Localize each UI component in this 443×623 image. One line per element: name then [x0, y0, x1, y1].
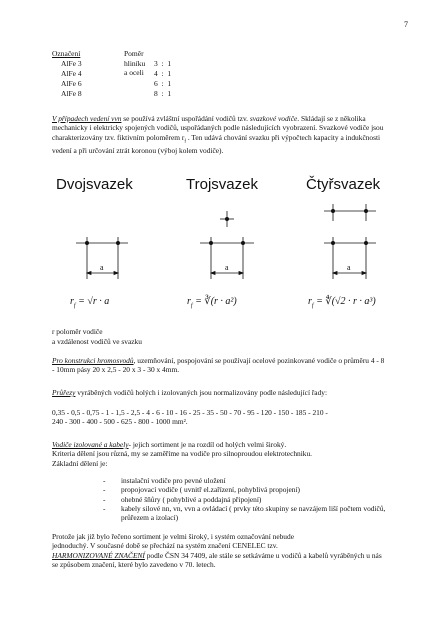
dimension-label-triple: a	[225, 263, 229, 272]
formula-quad: $r_f$ = ∜(√2 · r · a³)	[308, 296, 376, 309]
bundle-text-b: . Skládají se z několika mechanicky i elektricky spojených vodičů, uspořádaných podle následujících vyobrazení. Svazkové vodiče jsou charakterizovány tzv. fiktivním poloměrem r	[52, 114, 384, 142]
diagram-title-quad: Čtyřsvazek	[306, 176, 381, 193]
closing-line-2: jednoduchý. V současné době se přechází na systém značení CENELEC tzv.	[52, 541, 278, 551]
values-line-2: 240 - 300 - 400 - 500 - 625 - 800 - 1000 mm².	[52, 417, 188, 427]
bundle-paragraph	[52, 114, 387, 156]
insulated-paragraph	[52, 440, 387, 468]
closing-line-3: podle ČSN 34 7409, ale stále se setkáváme u vodičů a kabelů vyráběných u nás se způsobem značení, které bylo zavedeno v 70. letech.	[52, 550, 382, 569]
division-list	[103, 476, 391, 522]
row-ratio: 8 : 1	[154, 89, 172, 98]
construction-paragraph	[52, 356, 387, 375]
closing-term: HARMONIZOVANÉ ZNAČENÍ	[52, 550, 145, 560]
list-item: - ohebné šňůry ( pohyblivé a poddajná připojení)	[103, 495, 391, 504]
diagram-title-triple: Trojsvazek	[186, 176, 258, 193]
row-name: AlFe 8	[61, 89, 82, 98]
bundle-text-a: se používá zvláštní uspořádání vodičů tzv.	[121, 114, 250, 123]
row-ratio: 6 : 1	[154, 79, 172, 88]
values-line-1: 0,35 - 0,5 - 0,75 - 1 - 1,5 - 2,5 - 4 - 6 - 10 - 16 - 25 - 35 - 50 - 70 - 95 - 120 - 150 - 185 - 210 -	[52, 408, 328, 417]
list-item: - kabely silové nn, vn, vvn a ovládací ( prvky této skupiny se navzájem liší počtem vodičů, průřezem a izolací)	[103, 504, 391, 523]
bundle-term: svazkové vodiče	[249, 114, 298, 123]
insulated-text-2: Kriteria dělení jsou různá, my se zaměříme na vodiče pro silnoproudou elektrotechniku.	[52, 449, 313, 459]
cross-sections-paragraph	[52, 388, 387, 397]
bundle-diagrams	[0, 195, 443, 295]
diagram-title-double: Dvojsvazek	[56, 176, 133, 193]
double-bundle-drawing	[76, 237, 128, 279]
page-number: 7	[404, 20, 408, 29]
construction-text: , uzemňování, pospojování se používají ocelové pozinkované vodiče o průměru 4 - 8 - 10mm pásy 20 x 2,5 - 20 x 3 - 30 x 4mm.	[52, 356, 385, 375]
cross-sections-values	[52, 408, 397, 427]
closing-line-1: Protože jak již bylo řečeno sortiment je velmi široký, i systém označování nebude	[52, 532, 294, 541]
formula-double: $r_f = √r \cdot a$	[70, 296, 110, 309]
cross-sections-lead: Průřezy	[52, 388, 76, 397]
legend-r: r poloměr vodiče	[52, 327, 103, 336]
closing-paragraph	[52, 532, 387, 569]
dimension-label-quad: a	[347, 263, 351, 272]
construction-lead: Pro konstrukci hromosvodů	[52, 356, 134, 365]
row-ratio: 3 : 1	[154, 59, 172, 68]
formula-triple: $r_f$ = ∛(r · a²)	[187, 296, 237, 309]
list-item: - propojovací vodiče ( uvnitř el.zařízení, pohyblivá propojení)	[103, 485, 391, 494]
bundle-text-c: . Ten udává chování svazku při výpočtech kapacity a indukčnosti vedení a při určování ztrát koronou (výboj kolem vodiče).	[52, 132, 381, 156]
cross-sections-text: vyráběných vodičů holých i izolovaných jsou normalizovány podle následující řady:	[75, 388, 328, 397]
bundle-lead: V případech vedení vvn	[52, 114, 122, 123]
dimension-label-double: a	[100, 263, 104, 272]
insulated-text-3: Základní dělení je:	[52, 458, 108, 468]
row-name: AlFe 3	[61, 59, 82, 68]
bundle-sub: f	[184, 139, 186, 145]
legend-a: a vzdálenost vodičů ve svazku	[52, 337, 142, 346]
row-name: AlFe 6	[61, 79, 82, 88]
list-item: - instalační vodiče pro pevné uložení	[103, 476, 391, 485]
row-name: AlFe 4	[61, 69, 82, 78]
insulated-lead: Vodiče izolované a kabely	[52, 440, 129, 449]
header-designation: Označení	[52, 49, 81, 58]
formula-legend	[52, 327, 142, 347]
insulated-text-1: - jejich sortiment je na rozdíl od holých velmi široký.	[128, 440, 287, 449]
row-ratio: 4 : 1	[154, 69, 172, 78]
header-ratio: Poměr hliníku a oceli	[124, 49, 146, 78]
